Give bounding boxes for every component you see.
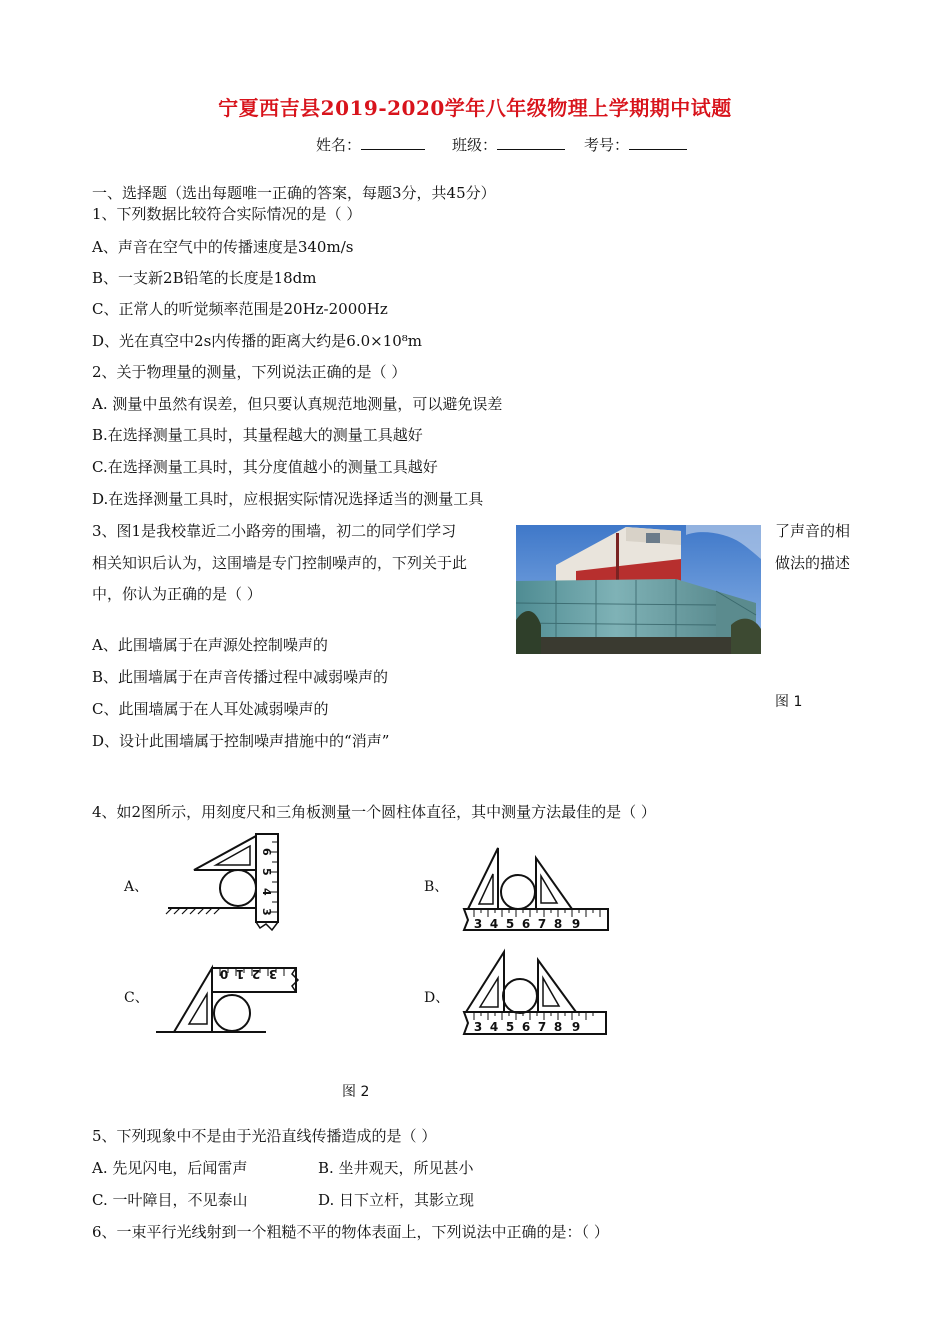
ruler-d-digit-6: 6: [521, 1020, 531, 1034]
q2-option-a: A. 测量中虽然有误差，但只要认真规范地测量，可以避免误差: [92, 395, 503, 413]
number-label: 考号：: [584, 136, 630, 154]
q5-option-c: C. 一叶障目，不见泰山: [92, 1191, 248, 1209]
figure-2-label: 图 2: [342, 1084, 370, 1100]
q2-option-b: B.在选择测量工具时，其量程越大的测量工具越好: [92, 426, 423, 444]
q4-label-a: A、: [124, 879, 149, 895]
ruler-a-digit-3: 3: [260, 908, 273, 916]
question-3-stem-line-2: 相关知识后认为，这围墙是专门控制噪声的，下列关于此: [92, 554, 468, 572]
question-3-stem-right-2: 做法的描述: [775, 554, 851, 572]
ruler-d-digit-5: 5: [505, 1020, 515, 1034]
q4-label-c: C、: [124, 990, 149, 1006]
ruler-b-digit-8: 8: [553, 917, 563, 931]
question-1-stem: 1、下列数据比较符合实际情况的是（ ）: [92, 205, 362, 223]
ruler-c-digit-0: 0: [219, 967, 229, 981]
ruler-a-digit-6: 6: [260, 848, 273, 856]
q2-option-d: D.在选择测量工具时，应根据实际情况选择适当的测量工具: [92, 490, 484, 508]
figure-1-label: 图 1: [775, 694, 803, 710]
q3-option-a: A、此围墙属于在声源处控制噪声的: [92, 636, 328, 654]
question-3-stem-line-1: 3、图1是我校靠近二小路旁的围墙，初二的同学们学习: [92, 522, 457, 540]
q1-option-d: D、光在真空中2s内传播的距离大约是6.0×10⁸m: [92, 332, 423, 350]
ruler-c-digit-1: 1: [235, 967, 245, 981]
ruler-d-digit-3: 3: [473, 1020, 483, 1034]
q3-option-c: C、此围墙属于在人耳处减弱噪声的: [92, 700, 329, 718]
name-label: 姓名：: [316, 136, 362, 154]
q3-option-d: D、设计此围墙属于控制噪声措施中的“消声”: [92, 732, 390, 750]
q1-option-a: A、声音在空气中的传播速度是340m/s: [92, 238, 354, 256]
ruler-b-digit-4: 4: [489, 917, 499, 931]
q1-option-c: C、正常人的听觉频率范围是20Hz-2000Hz: [92, 300, 388, 318]
question-3-stem-line-3: 中，你认为正确的是（ ）: [92, 585, 262, 603]
ruler-c-digit-2: 2: [251, 967, 261, 981]
class-field: [452, 134, 565, 155]
name-field: [316, 134, 425, 155]
class-label: 班级：: [452, 136, 498, 154]
page-title: 宁夏西吉县2019-2020学年八年级物理上学期期中试题: [218, 96, 732, 120]
section-heading: 一、选择题（选出每题唯一正确的答案，每题3分，共45分）: [92, 184, 496, 202]
question-4-stem: 4、如2图所示，用刻度尺和三角板测量一个圆柱体直径，其中测量方法最佳的是（ ）: [92, 803, 656, 821]
q4-diagram-d: [462, 950, 612, 1040]
question-6-stem: 6、一束平行光线射到一个粗糙不平的物体表面上，下列说法中正确的是：（ ）: [92, 1223, 609, 1241]
q4-diagram-b: [462, 846, 612, 934]
q2-option-c: C.在选择测量工具时，其分度值越小的测量工具越好: [92, 458, 438, 476]
q5-option-b: B. 坐井观天，所见甚小: [318, 1159, 474, 1177]
q5-option-a: A. 先见闪电，后闻雷声: [92, 1159, 248, 1177]
number-field: [584, 134, 687, 155]
ruler-b-digit-7: 7: [537, 917, 547, 931]
ruler-b-digit-5: 5: [505, 917, 515, 931]
q4-label-b: B、: [424, 879, 449, 895]
ruler-b-digit-6: 6: [521, 917, 531, 931]
q3-option-b: B、此围墙属于在声音传播过程中减弱噪声的: [92, 668, 389, 686]
ruler-d-digit-9: 9: [571, 1020, 581, 1034]
class-blank: [497, 135, 565, 150]
question-5-stem: 5、下列现象中不是由于光沿直线传播造成的是（ ）: [92, 1127, 437, 1145]
ruler-b-digit-3: 3: [473, 917, 483, 931]
question-3-stem-right-1: 了声音的相: [775, 522, 851, 540]
q4-diagram-c: [156, 960, 302, 1040]
q5-option-d: D. 日下立杆，其影立现: [318, 1191, 475, 1209]
ruler-d-digit-4: 4: [489, 1020, 499, 1034]
ruler-d-digit-7: 7: [537, 1020, 547, 1034]
figure-1-photo: [516, 525, 761, 654]
ruler-b-digit-9: 9: [571, 917, 581, 931]
ruler-d-digit-8: 8: [553, 1020, 563, 1034]
q4-label-d: D、: [424, 990, 450, 1006]
name-blank: [361, 135, 425, 150]
ruler-c-digit-3: 3: [268, 967, 278, 981]
ruler-a-digit-4: 4: [260, 888, 273, 896]
question-2-stem: 2、关于物理量的测量，下列说法正确的是（ ）: [92, 363, 407, 381]
q4-diagram-a: [166, 832, 286, 932]
ruler-a-digit-5: 5: [260, 868, 273, 876]
q1-option-b: B、一支新2B铅笔的长度是18dm: [92, 269, 317, 287]
number-blank: [629, 135, 687, 150]
